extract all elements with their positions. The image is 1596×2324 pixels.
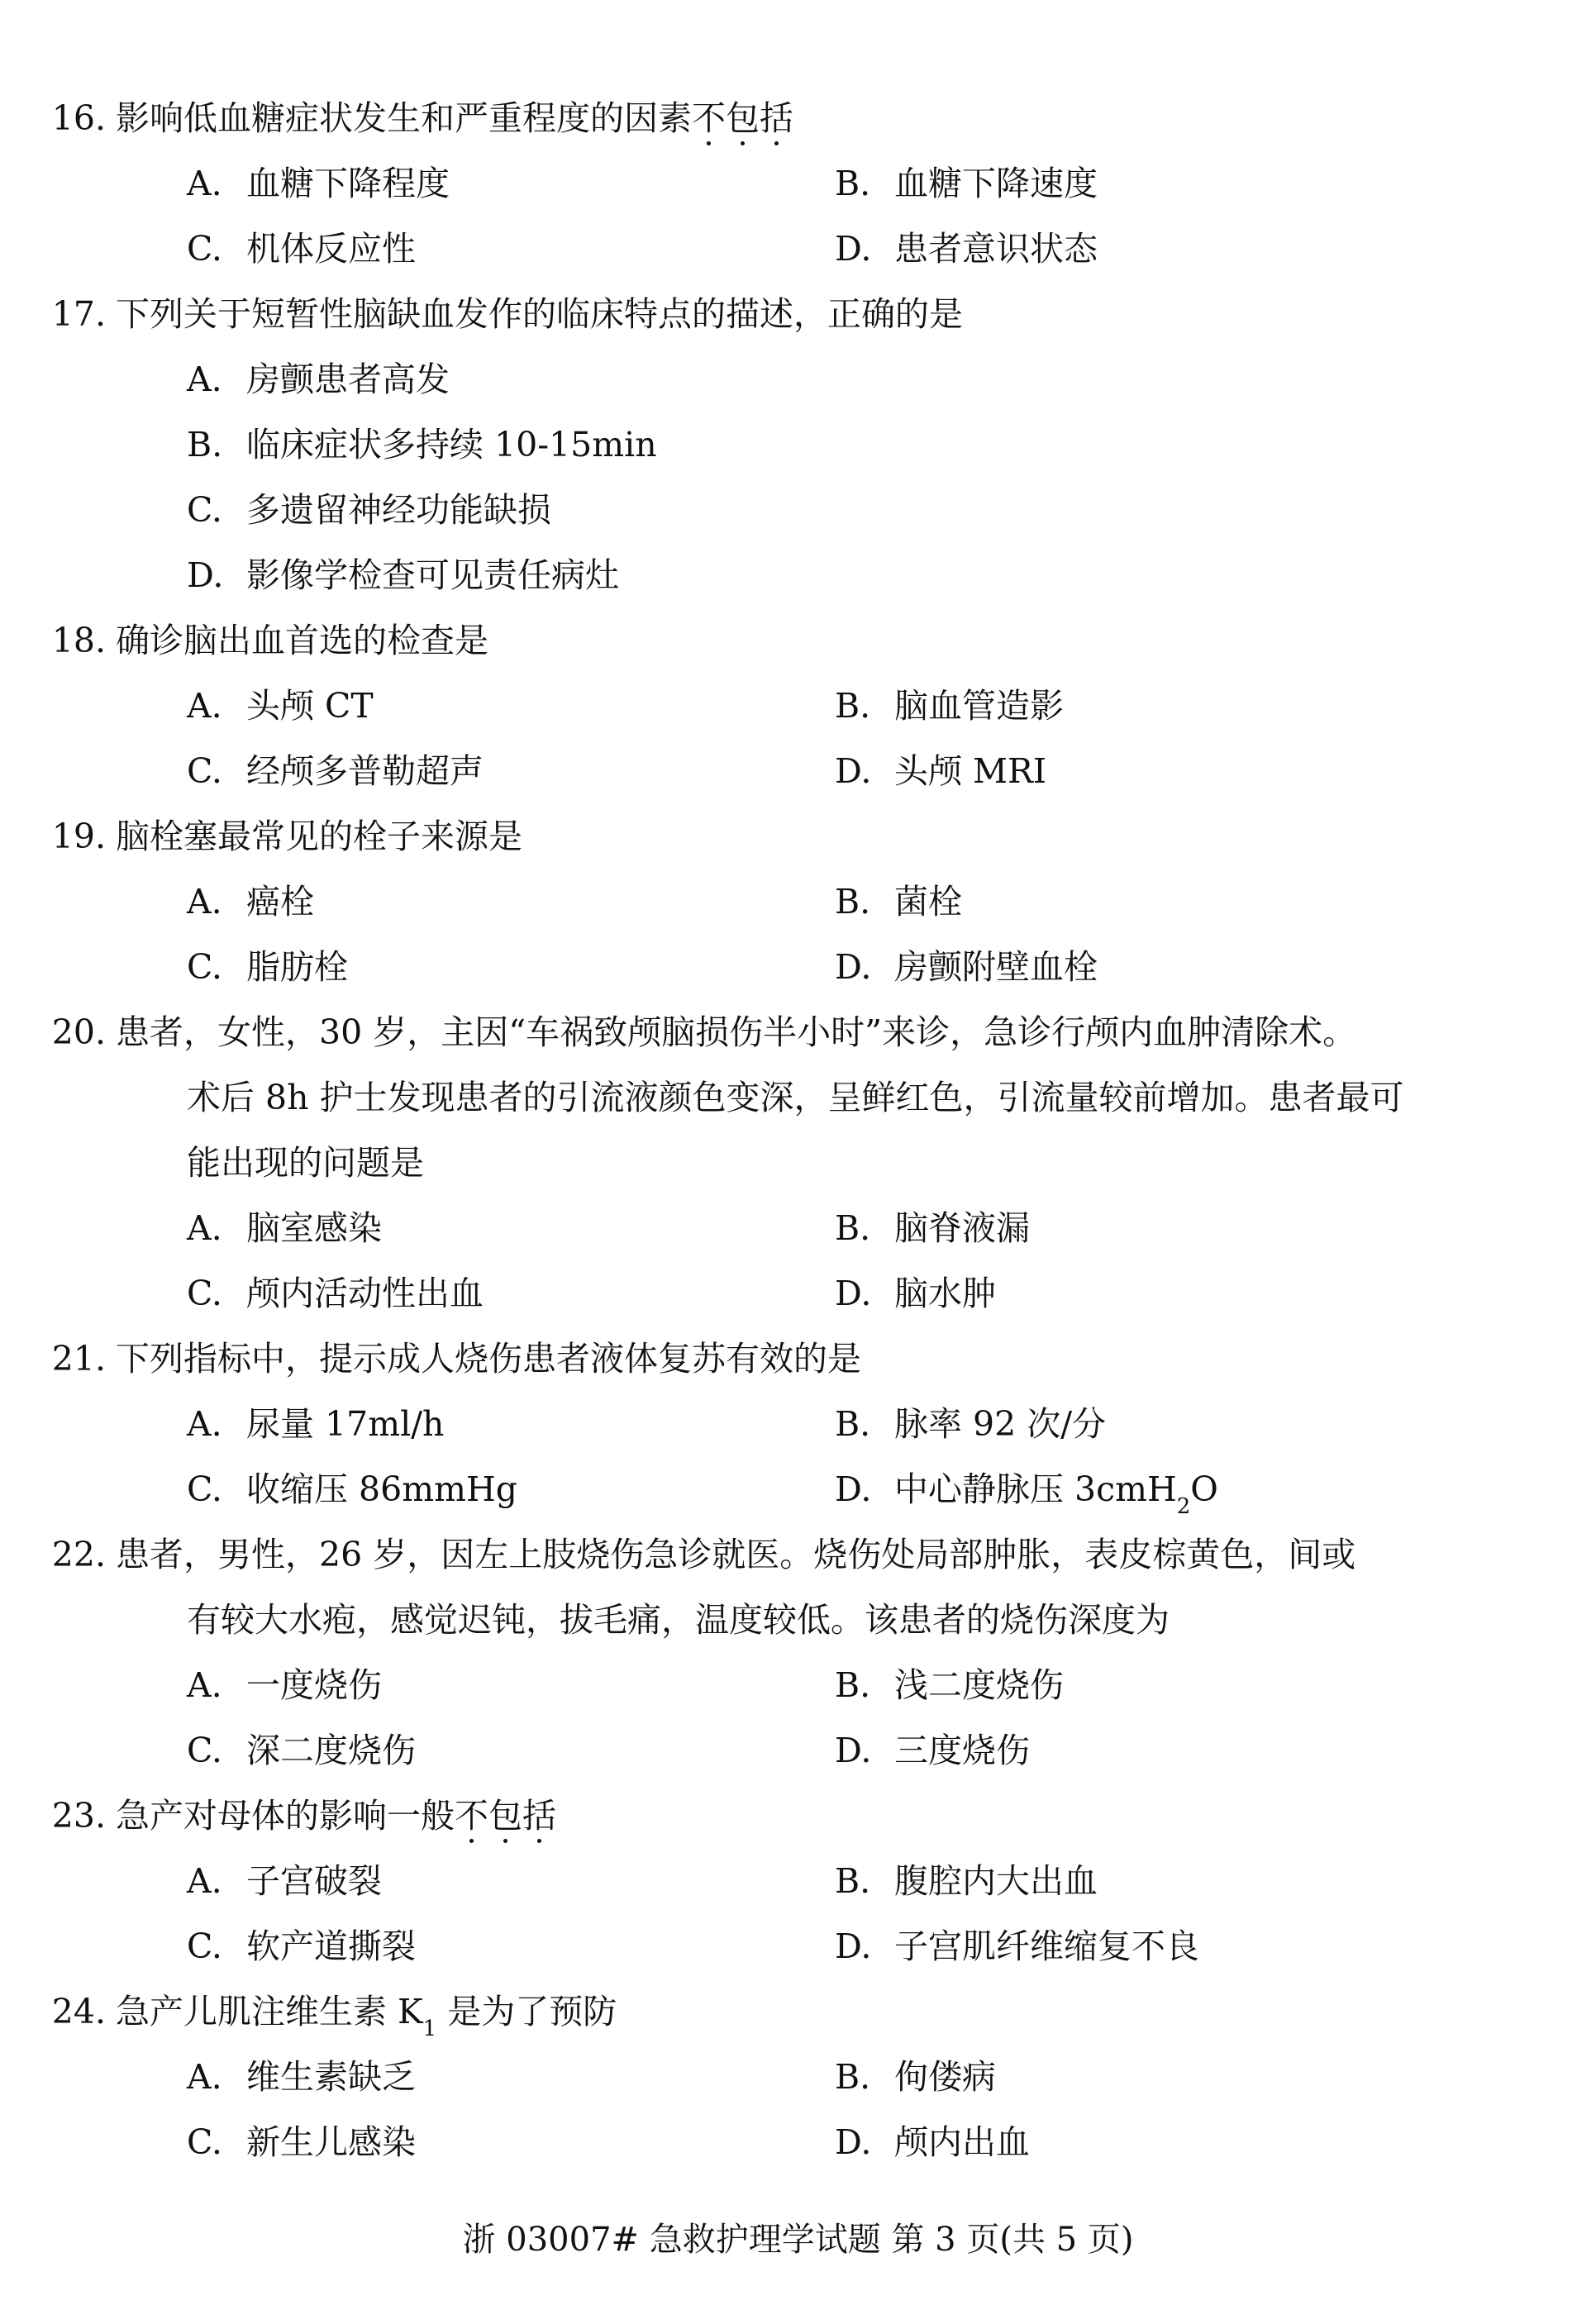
option-d: D. 三度烧伤 xyxy=(835,1731,1030,1770)
option-a: A. 癌栓 xyxy=(187,882,314,922)
question-text: 脑栓塞最常见的栓子来源是 xyxy=(116,817,522,856)
question-text: 下列关于短暂性脑缺血发作的临床特点的描述，正确的是 xyxy=(116,294,963,334)
question-text-continued: 能出现的问题是 xyxy=(187,1143,424,1183)
question-stem xyxy=(33,1795,556,1836)
option-b: B. 脉率 92 次/分 xyxy=(835,1404,1107,1444)
option-c: C. 软产道撕裂 xyxy=(187,1926,416,1966)
option-b: B. 腹腔内大出血 xyxy=(835,1861,1098,1901)
option-d: D. 影像学检查可见责任病灶 xyxy=(187,555,619,595)
option-a: A. 一度烧伤 xyxy=(187,1665,382,1705)
option-b: B. 血糖下降速度 xyxy=(835,164,1098,203)
question-stem xyxy=(33,1012,1356,1053)
question-text: 急产儿肌注维生素 K xyxy=(116,1992,423,2031)
option-d: D. 中心静脉压 3cmH$_2$O xyxy=(835,1469,1218,1520)
question-text: 患者，男性，26 岁，因左上肢烧伤急诊就医。烧伤处局部肿胀，表皮棕黄色，间或 xyxy=(116,1535,1356,1574)
question-stem xyxy=(33,1338,861,1379)
emphasis-char: 括 xyxy=(522,1796,556,1836)
emphasis-char: 包 xyxy=(726,98,760,138)
question-number: 19. xyxy=(51,817,106,856)
question-number: 18. xyxy=(51,621,106,660)
question-number: 21. xyxy=(51,1339,106,1379)
option-d: D. 头颅 MRI xyxy=(835,751,1047,791)
option-b: B. 临床症状多持续 10-15min xyxy=(187,425,657,464)
question-text-continued: 有较大水疱，感觉迟钝，拔毛痛，温度较低。该患者的烧伤深度为 xyxy=(187,1600,1170,1640)
emphasis-char: 不 xyxy=(455,1796,488,1836)
option-a: A. 血糖下降程度 xyxy=(187,164,450,203)
question-text-continued: 术后 8h 护士发现患者的引流液颜色变深，呈鲜红色，引流量较前增加。患者最可 xyxy=(187,1078,1404,1117)
option-d: D. 子宫肌纤维缩复不良 xyxy=(835,1926,1199,1966)
option-c: C. 经颅多普勒超声 xyxy=(187,751,484,791)
question-stem xyxy=(33,98,793,139)
option-c: C. 多遗留神经功能缺损 xyxy=(187,490,551,530)
option-c: C. 颅内活动性出血 xyxy=(187,1274,484,1313)
option-d: D. 患者意识状态 xyxy=(835,229,1098,269)
option-c: C. 深二度烧伤 xyxy=(187,1731,416,1770)
option-c: C. 收缩压 86mmHg xyxy=(187,1469,517,1509)
option-a: A. 维生素缺乏 xyxy=(187,2057,416,2097)
option-b: B. 脑血管造影 xyxy=(835,686,1064,726)
page-footer: 浙 03007# 急救护理学试题 第 3 页(共 5 页) xyxy=(462,2221,1134,2259)
option-a: A. 子宫破裂 xyxy=(187,1861,382,1901)
question-stem xyxy=(33,620,488,661)
option-d: D. 颅内出血 xyxy=(835,2122,1030,2162)
question-number: 23. xyxy=(51,1796,106,1836)
option-a: A. 头颅 CT xyxy=(187,686,374,726)
option-d: D. 房颤附壁血栓 xyxy=(835,947,1098,987)
question-text: 影响低血糖症状发生和严重程度的因素 xyxy=(116,98,692,138)
option-b: B. 菌栓 xyxy=(835,882,962,922)
option-a: A. 脑室感染 xyxy=(187,1208,382,1248)
question-number: 16. xyxy=(51,98,106,138)
option-c: C. 机体反应性 xyxy=(187,229,416,269)
question-number: 24. xyxy=(51,1992,106,2031)
question-stem xyxy=(33,293,963,335)
option-b: B. 脑脊液漏 xyxy=(835,1208,1030,1248)
question-text: 下列指标中，提示成人烧伤患者液体复苏有效的是 xyxy=(116,1339,861,1379)
emphasis-char: 包 xyxy=(488,1796,522,1836)
option-c: C. 新生儿感染 xyxy=(187,2122,416,2162)
option-c: C. 脂肪栓 xyxy=(187,947,348,987)
emphasis-char: 不 xyxy=(692,98,726,138)
question-number: 20. xyxy=(51,1012,106,1052)
question-text: 确诊脑出血首选的检查是 xyxy=(116,621,488,660)
option-a: A. 房颤患者高发 xyxy=(187,360,450,399)
question-text: 患者，女性，30 岁，主因“车祸致颅脑损伤半小时”来诊，急诊行颅内血肿清除术。 xyxy=(116,1012,1357,1052)
option-a: A. 尿量 17ml/h xyxy=(187,1404,445,1444)
question-stem xyxy=(33,816,522,857)
question-text: 急产对母体的影响一般 xyxy=(116,1796,455,1836)
option-b: B. 佝偻病 xyxy=(835,2057,996,2097)
option-d: D. 脑水肿 xyxy=(835,1274,996,1313)
question-number: 22. xyxy=(51,1535,106,1574)
option-b: B. 浅二度烧伤 xyxy=(835,1665,1064,1705)
question-number: 17. xyxy=(51,294,106,334)
question-stem xyxy=(33,1534,1355,1575)
emphasis-char: 括 xyxy=(760,98,793,138)
question-stem: 24. 急产儿肌注维生素 $K_1$ 是为了预防 xyxy=(33,1991,617,2032)
